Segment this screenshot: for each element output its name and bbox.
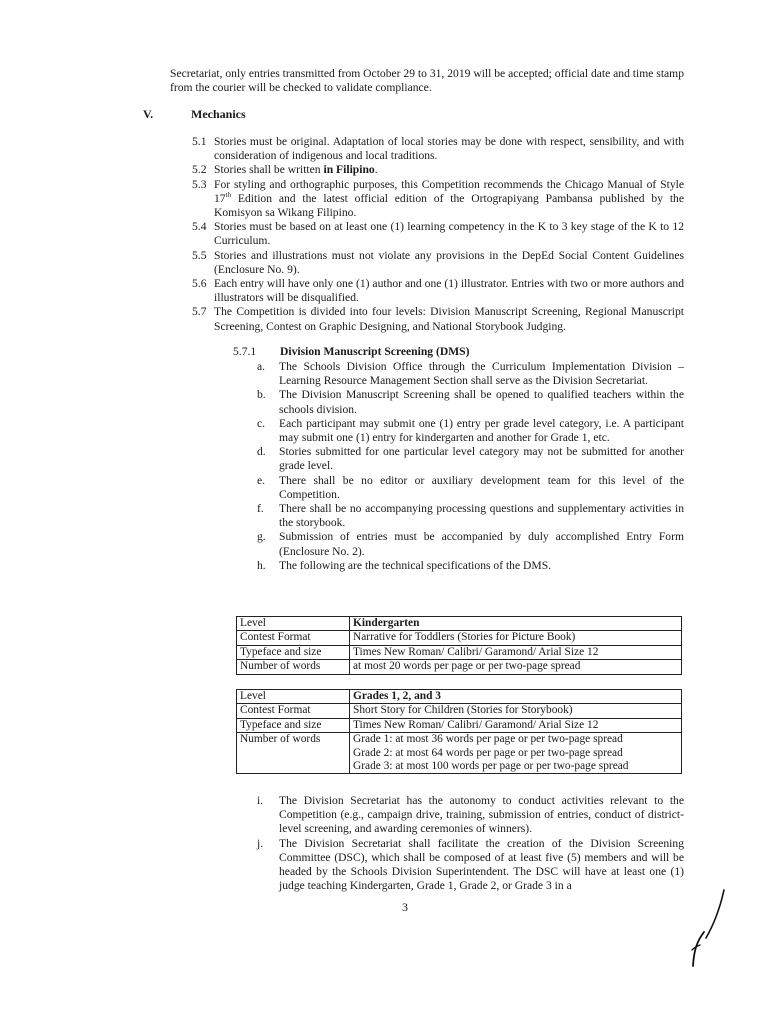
word-limit-line: Grade 2: at most 64 words per page or per two-page spread — [353, 746, 623, 759]
list-item — [192, 220, 684, 248]
table-cell: Typeface and size — [237, 645, 350, 659]
item-number: 5.7 — [192, 305, 207, 319]
list-item — [257, 530, 684, 558]
list-item — [257, 837, 684, 894]
item-number: 5.3 — [192, 177, 207, 191]
list-item — [257, 502, 684, 530]
item-text: The Division Secretariat shall facilitate the creation of the Division Screening Committee (DSC), which shall be composed of at least five (5) members and will be headed by the Schools Division Superintendent. The DSC will have at least one (1) judge teaching Kindergarten, Grade 1, Grade 2, or Grade 3 in a — [279, 836, 684, 893]
list-item — [257, 360, 684, 388]
item-letter: j. — [257, 836, 264, 850]
item-letter: d. — [257, 445, 266, 459]
list-item — [192, 305, 684, 333]
subsection-title: Division Manuscript Screening (DMS) — [280, 345, 470, 358]
mechanics-list — [192, 135, 684, 334]
item-number: 5.4 — [192, 220, 207, 234]
word-limit-line: Grade 1: at most 36 words per page or per two-page spread — [353, 733, 623, 746]
item-text: Each participant may submit one (1) entry per grade level category, i.e. A participant may submit one (1) entry for kindergarten and another for Grade 1, etc. — [279, 416, 684, 445]
list-item — [257, 417, 684, 445]
table-cell: Contest Format — [237, 631, 350, 645]
list-item — [257, 445, 684, 473]
item-number: 5.1 — [192, 135, 207, 148]
intro-paragraph: Secretariat, only entries transmitted from October 29 to 31, 2019 will be accepted; official date and time stamp from the courier will be checked to validate compliance. — [170, 67, 684, 95]
list-item — [257, 388, 684, 416]
table-row — [237, 645, 682, 659]
table-cell: Grades 1, 2, and 3 — [350, 690, 682, 704]
section-heading — [143, 107, 246, 121]
item-text: Stories submitted for one particular level category may not be submitted for another grade level. — [279, 445, 684, 473]
item-letter: e. — [257, 473, 266, 487]
item-text: The Division Manuscript Screening shall be opened to qualified teachers within the schools division. — [279, 388, 684, 416]
item-number: 5.6 — [192, 277, 207, 291]
list-item — [192, 249, 684, 277]
item-text: The Competition is divided into four levels: Division Manuscript Screening, Regional Manuscript Screening, Contest on Graphic Designing, and National Storybook Judging. — [214, 305, 684, 333]
table-cell: at most 20 words per page or per two-page spread — [350, 660, 682, 674]
table-cell: Number of words — [237, 660, 350, 674]
item-text: The Schools Division Office through the Curriculum Implementation Division – Learning Resource Management Section shall serve as the Division Secretariat. — [279, 360, 684, 388]
table-row — [237, 704, 682, 718]
section-number: V. — [143, 107, 154, 121]
item-text: There shall be no editor or auxiliary development team for this level of the Competition. — [279, 473, 684, 501]
section-title: Mechanics — [191, 107, 246, 121]
item-letter: b. — [257, 388, 266, 402]
item-text: Stories shall be written in Filipino. — [214, 163, 378, 177]
item-text: The Division Secretariat has the autonomy to conduct activities relevant to the Competition (e.g., campaign drive, training, submission of entries, conduct of district-level screening, and awarding ceremonies of winners). — [279, 794, 684, 836]
table-cell — [350, 733, 682, 774]
table-row — [237, 690, 682, 704]
subsection-number: 5.7.1 — [233, 345, 257, 358]
item-text: Stories must be based on at least one (1) learning competency in the K to 3 key stage of the K to 12 Curriculum. — [214, 220, 684, 248]
language-emphasis: in Filipino — [323, 163, 375, 177]
item-letter: a. — [257, 360, 266, 373]
table-cell: Typeface and size — [237, 718, 350, 732]
dms-rules-list — [257, 360, 684, 573]
item-text: Submission of entries must be accompanied by duly accomplished Entry Form (Enclosure No. 2). — [279, 530, 684, 558]
table-cell: Level — [237, 617, 350, 631]
item-letter: c. — [257, 416, 266, 430]
list-item — [192, 135, 684, 163]
item-letter: h. — [257, 558, 266, 572]
list-item — [192, 178, 684, 221]
table-cell: Narrative for Toddlers (Stories for Picture Book) — [350, 631, 682, 645]
list-item — [192, 163, 684, 177]
table-cell: Times New Roman/ Calibri/ Garamond/ Arial Size 12 — [350, 718, 682, 732]
item-letter: f. — [257, 502, 264, 516]
list-item — [257, 559, 684, 573]
item-number: 5.5 — [192, 248, 207, 262]
word-limit-line: Grade 3: at most 100 words per page or per two-page spread — [353, 760, 629, 773]
page-number: 3 — [402, 900, 408, 914]
dms-rules-list-continued — [257, 794, 684, 893]
list-item — [192, 277, 684, 305]
table-cell: Number of words — [237, 733, 350, 774]
handwritten-initial-icon — [684, 888, 734, 968]
table-cell: Level — [237, 690, 350, 704]
table-row — [237, 617, 682, 631]
subsection-heading — [233, 345, 684, 359]
ordinal-superscript: th — [225, 190, 232, 199]
kindergarten-spec-table — [236, 616, 682, 675]
item-text: Each entry will have only one (1) author and one (1) illustrator. Entries with two or more authors and illustrators will be disqualified. — [214, 277, 684, 305]
item-text: There shall be no accompanying processing questions and supplementary activities in the storybook. — [279, 502, 684, 530]
item-number: 5.2 — [192, 163, 207, 177]
list-item — [257, 474, 684, 502]
table-row — [237, 733, 682, 774]
item-letter: i. — [257, 794, 264, 807]
grades-spec-table — [236, 689, 682, 774]
table-row — [237, 660, 682, 674]
list-item — [257, 794, 684, 837]
table-cell: Kindergarten — [350, 617, 682, 631]
item-text: Stories must be original. Adaptation of local stories may be done with respect, sensibility, and with consideration of indigenous and local traditions. — [214, 135, 684, 163]
item-text: For styling and orthographic purposes, this Competition recommends the Chicago Manual of Style 17th Edition and the latest official edition of the Ortograpiyang Pambansa published by the Komisyon sa Wikang Filipino. — [214, 177, 684, 220]
item-text: The following are the technical specifications of the DMS. — [279, 558, 552, 572]
item-letter: g. — [257, 530, 266, 544]
table-cell: Times New Roman/ Calibri/ Garamond/ Arial Size 12 — [350, 645, 682, 659]
item-text: Stories and illustrations must not violate any provisions in the DepEd Social Content Guidelines (Enclosure No. 9). — [214, 248, 684, 276]
table-cell: Short Story for Children (Stories for Storybook) — [350, 704, 682, 718]
table-cell: Contest Format — [237, 704, 350, 718]
table-row — [237, 631, 682, 645]
table-row — [237, 718, 682, 732]
